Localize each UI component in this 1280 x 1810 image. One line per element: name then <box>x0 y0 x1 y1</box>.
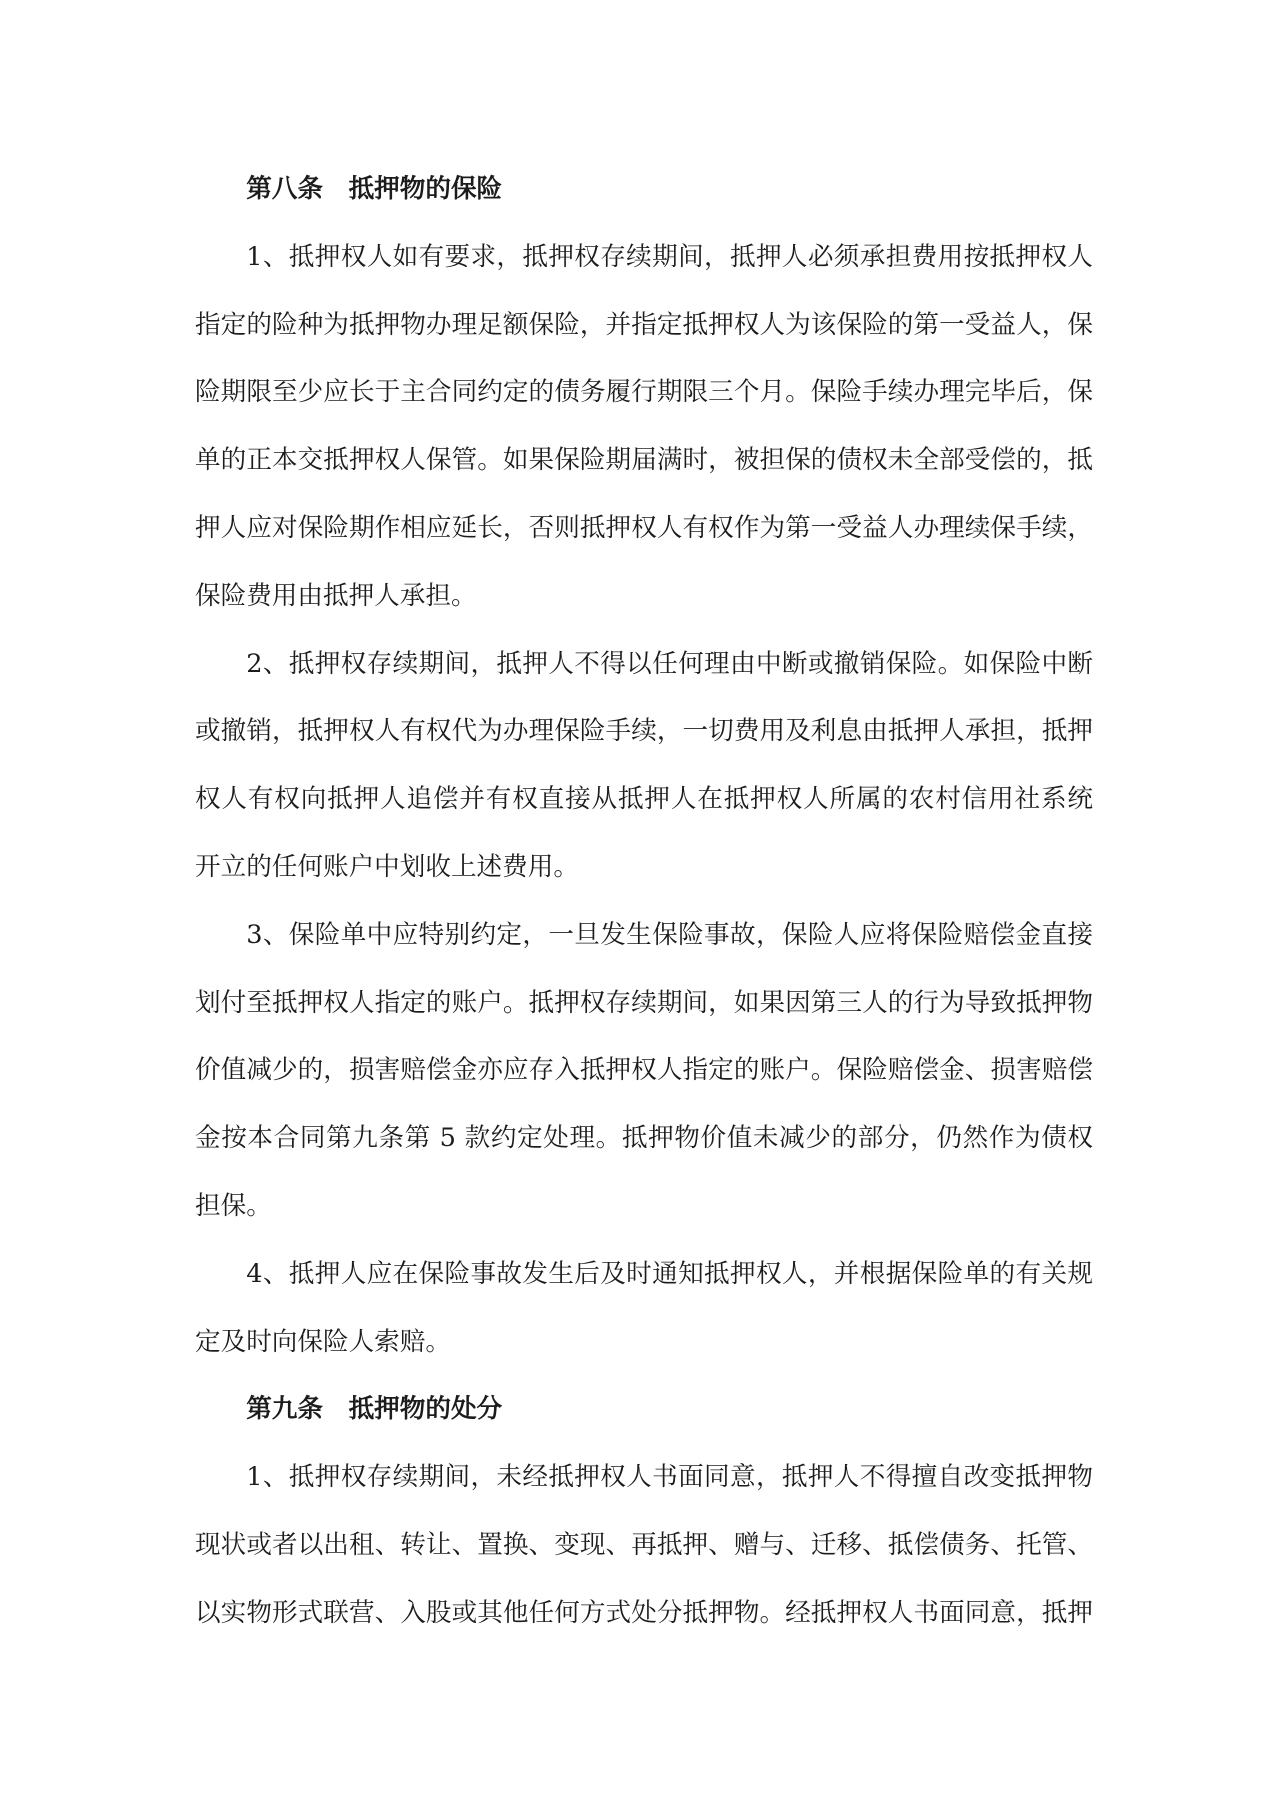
paragraph-line: 价值减少的，损害赔偿金亦应存入抵押权人指定的账户。保险赔偿金、损害赔偿 <box>195 1055 1093 1086</box>
document-body <box>195 156 1093 1648</box>
paragraph-line: 以实物形式联营、入股或其他任何方式处分抵押物。经抵押权人书面同意，抵押 <box>195 1597 1093 1628</box>
paragraph-line: 担保。 <box>195 1190 272 1221</box>
paragraph-line: 金按本合同第九条第 5 款约定处理。抵押物价值未减少的部分，仍然作为债权 <box>195 1123 1093 1154</box>
paragraph-line: 1、抵押权人如有要求，抵押权存续期间，抵押人必须承担费用按抵押权人 <box>246 241 1093 272</box>
paragraph-line: 指定的险种为抵押物办理足额保险，并指定抵押权人为该保险的第一受益人，保 <box>195 309 1093 340</box>
paragraph-9-1 <box>195 1444 1093 1647</box>
paragraph-8-4 <box>195 1241 1093 1377</box>
paragraph-8-3 <box>195 902 1093 1241</box>
section-heading-article-8: 第八条 抵押物的保险 <box>246 174 503 204</box>
paragraph-8-1 <box>195 224 1093 631</box>
paragraph-line: 保险费用由抵押人承担。 <box>195 580 477 611</box>
paragraph-line: 现状或者以出租、转让、置换、变现、再抵押、赠与、迁移、抵偿债务、托管、 <box>195 1529 1093 1560</box>
paragraph-line: 或撤销，抵押权人有权代为办理保险手续，一切费用及利息由抵押人承担，抵押 <box>195 716 1093 747</box>
paragraph-line: 3、保险单中应特别约定，一旦发生保险事故，保险人应将保险赔偿金直接 <box>246 919 1093 950</box>
paragraph-line: 2、抵押权存续期间，抵押人不得以任何理由中断或撤销保险。如保险中断 <box>246 648 1093 679</box>
paragraph-line: 划付至抵押权人指定的账户。抵押权存续期间，如果因第三人的行为导致抵押物 <box>195 987 1093 1018</box>
paragraph-8-2 <box>195 631 1093 902</box>
paragraph-line: 险期限至少应长于主合同约定的债务履行期限三个月。保险手续办理完毕后，保 <box>195 377 1093 408</box>
paragraph-line: 单的正本交抵押权人保管。如果保险期届满时，被担保的债权未全部受偿的，抵 <box>195 445 1093 476</box>
paragraph-line: 开立的任何账户中划收上述费用。 <box>195 851 579 882</box>
paragraph-line: 定及时向保险人索赔。 <box>195 1326 451 1357</box>
paragraph-line: 1、抵押权存续期间，未经抵押权人书面同意，抵押人不得擅自改变抵押物 <box>246 1462 1093 1493</box>
paragraph-line: 权人有权向抵押人追偿并有权直接从抵押人在抵押权人所属的农村信用社系统 <box>195 784 1093 815</box>
paragraph-line: 4、抵押人应在保险事故发生后及时通知抵押权人，并根据保险单的有关规 <box>246 1258 1093 1289</box>
paragraph-line: 押人应对保险期作相应延长，否则抵押权人有权作为第一受益人办理续保手续， <box>195 512 1093 543</box>
section-heading-article-9: 第九条 抵押物的处分 <box>246 1394 503 1425</box>
